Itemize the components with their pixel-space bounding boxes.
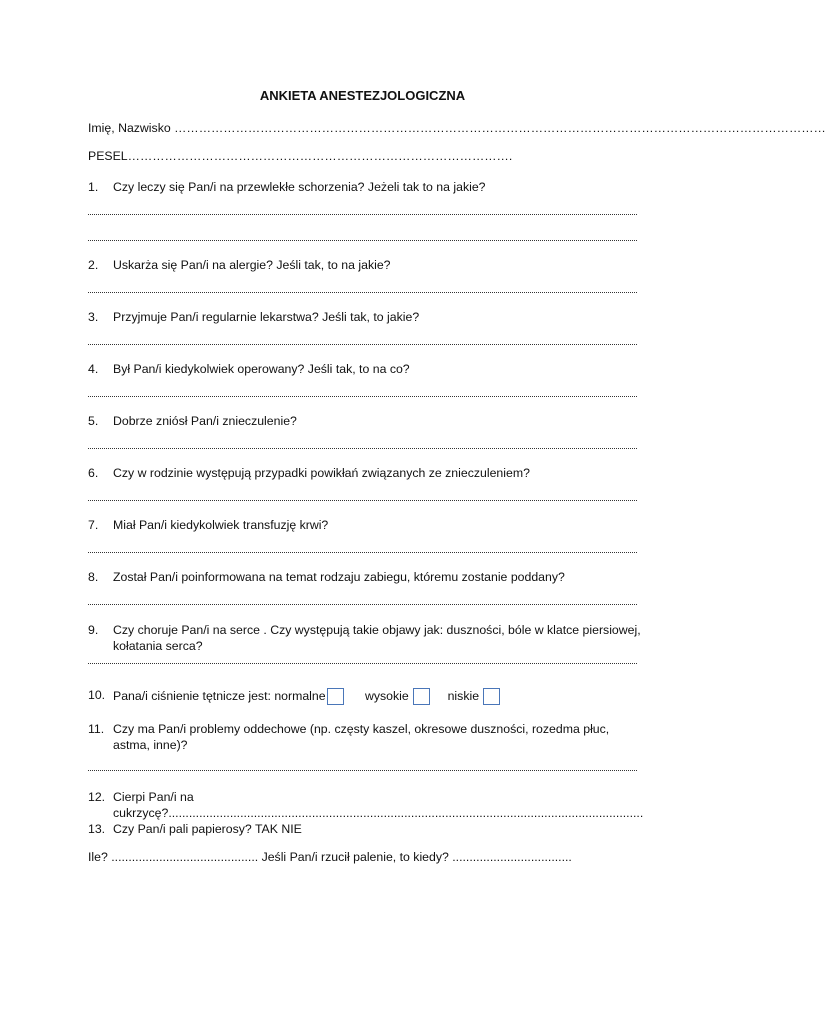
checkbox-high[interactable] xyxy=(413,688,430,705)
question-text: Czy choruje Pan/i na serce . Czy występują takie objawy jak: duszności, bóle w klatce piersiowej, xyxy=(113,623,641,637)
answer-line[interactable] xyxy=(88,236,637,241)
answer-line[interactable] xyxy=(88,496,637,501)
question-number: 6. xyxy=(88,466,99,480)
question-text: Dobrze zniósł Pan/i znieczulenie? xyxy=(113,414,297,428)
question-number: 10. xyxy=(88,688,106,702)
answer-line[interactable] xyxy=(88,392,637,397)
answer-line[interactable] xyxy=(88,340,637,345)
checkbox-low[interactable] xyxy=(483,688,500,705)
answer-line[interactable] xyxy=(88,210,637,215)
answer-line[interactable] xyxy=(88,659,637,664)
question-text: Cierpi Pan/i na xyxy=(113,790,194,804)
question-text: Czy w rodzinie występują przypadki powikłań związanych ze znieczuleniem? xyxy=(113,466,530,480)
question-text: Czy ma Pan/i problemy oddechowe (np. częsty kaszel, okresowe duszności, rozedma płuc, xyxy=(113,722,610,736)
pesel-field[interactable]: PESEL…………………………………………………………………………………. xyxy=(88,149,513,163)
option-label-low: niskie xyxy=(447,689,480,703)
question-number: 13. xyxy=(88,822,106,836)
question-text-continued[interactable]: cukrzycę?........................................................................................................................................... xyxy=(113,806,644,820)
name-field[interactable]: Imię, Nazwisko …………………………………………………………………………………………………………………………………………… xyxy=(88,121,826,135)
question-text: Czy Pan/i pali papierosy? TAK NIE xyxy=(113,822,302,836)
question-number: 11. xyxy=(88,722,105,736)
question-number: 1. xyxy=(88,180,99,194)
question-text: Miał Pan/i kiedykolwiek transfuzję krwi? xyxy=(113,518,329,532)
question-text-continued: astma, inne)? xyxy=(113,738,188,752)
question-number: 8. xyxy=(88,570,99,584)
answer-line[interactable] xyxy=(88,766,637,771)
question-text: Uskarża się Pan/i na alergie? Jeśli tak, to na jakie? xyxy=(113,258,391,272)
question-text: Czy leczy się Pan/i na przewlekłe schorzenia? Jeżeli tak to na jakie? xyxy=(113,180,486,194)
question-number: 7. xyxy=(88,518,99,532)
question-number: 9. xyxy=(88,623,99,637)
question-text: Był Pan/i kiedykolwiek operowany? Jeśli tak, to na co? xyxy=(113,362,410,376)
answer-line[interactable] xyxy=(88,288,637,293)
answer-line[interactable] xyxy=(88,548,637,553)
question-number: 5. xyxy=(88,414,99,428)
smoking-details-line[interactable]: Ile? ........................................... Jeśli Pan/i rzucił palenie, to kiedy? ................................... xyxy=(88,850,572,864)
question-number: 4. xyxy=(88,362,99,376)
document-title: ANKIETA ANESTEZJOLOGICZNA xyxy=(259,88,466,103)
answer-line[interactable] xyxy=(88,444,637,449)
question-text: Został Pan/i poinformowana na temat rodzaju zabiegu, któremu zostanie poddany? xyxy=(113,570,565,584)
question-number: 12. xyxy=(88,790,106,804)
question-number: 2. xyxy=(88,258,99,272)
question-text: Pana/i ciśnienie tętnicze jest: normalne xyxy=(113,689,326,703)
question-text-continued: kołatania serca? xyxy=(113,639,203,653)
question-text: Przyjmuje Pan/i regularnie lekarstwa? Jeśli tak, to jakie? xyxy=(113,310,420,324)
blood-pressure-question xyxy=(113,688,500,705)
checkbox-normal[interactable] xyxy=(327,688,344,705)
question-number: 3. xyxy=(88,310,99,324)
option-label-high: wysokie xyxy=(365,689,409,703)
answer-line[interactable] xyxy=(88,600,637,605)
